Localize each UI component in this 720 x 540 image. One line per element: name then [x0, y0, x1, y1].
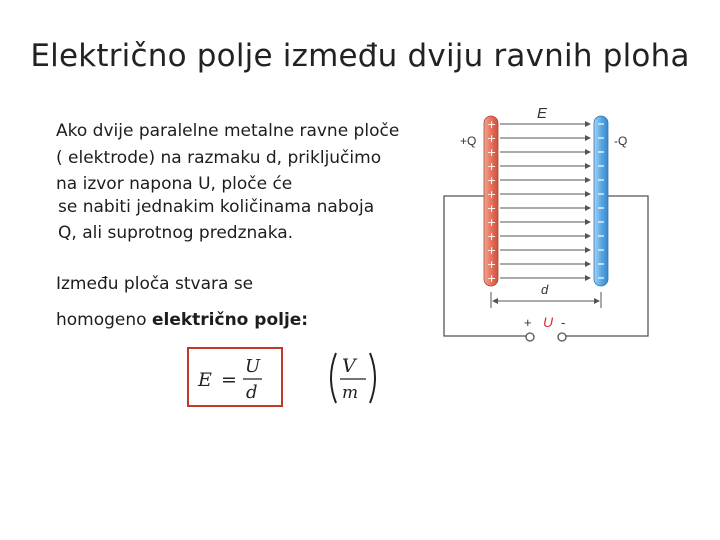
plus-plate-label: +Q — [460, 134, 477, 148]
distance-label: d — [541, 282, 549, 297]
field-definition-bold: električno polje: — [151, 310, 309, 330]
svg-text:+: + — [487, 244, 497, 257]
terminal-minus-label: - — [561, 315, 566, 330]
svg-text:+: + — [487, 258, 497, 271]
terminal-negative — [558, 333, 566, 341]
field-definition-prefix: homogeno — [56, 310, 152, 330]
unit-numerator: V — [342, 355, 356, 377]
svg-text:+: + — [487, 174, 497, 187]
svg-text:+: + — [487, 188, 497, 201]
svg-text:+: + — [487, 216, 497, 229]
slide-title: Električno polje između dviju ravnih ploha — [30, 38, 690, 74]
formula-denominator: d — [246, 382, 258, 403]
negative-plate — [594, 116, 608, 286]
svg-text:+: + — [487, 230, 497, 243]
unit-right-paren — [370, 353, 375, 403]
description-line-2: ( elektrode) na razmaku d, priključimo — [56, 148, 382, 168]
capacitor-diagram — [440, 100, 660, 350]
svg-text:+: + — [487, 132, 497, 145]
svg-text:+: + — [487, 160, 497, 173]
formula-e-equals-u-over-d — [190, 350, 282, 406]
field-label: E — [537, 105, 548, 122]
formula-equals: = — [221, 369, 237, 391]
unit-left-paren — [331, 353, 336, 403]
terminal-plus-label: + — [524, 315, 532, 330]
terminal-positive — [526, 333, 534, 341]
description-line-1: Ako dvije paralelne metalne ravne ploče — [56, 121, 400, 141]
field-intro-text: Između ploča stvara se — [56, 274, 254, 294]
formula-unit-volts-per-meter — [324, 348, 384, 408]
description-line-3: na izvor napona U, ploče će — [56, 174, 293, 194]
field-lines — [500, 124, 590, 278]
unit-denominator: m — [342, 383, 359, 403]
svg-text:+: + — [487, 202, 497, 215]
minus-plate-label: -Q — [614, 134, 628, 148]
plate-plus-signs — [487, 118, 496, 285]
svg-text:+: + — [487, 272, 497, 285]
svg-text:+: + — [487, 118, 497, 131]
field-definition-text — [56, 309, 308, 331]
formula-lhs: E — [198, 369, 212, 391]
voltage-label: U — [543, 314, 554, 330]
svg-text:+: + — [487, 146, 497, 159]
description-line-4: se nabiti jednakim količinama naboja — [58, 197, 375, 217]
formula-numerator: U — [245, 356, 261, 377]
description-line-5: Q, ali suprotnog predznaka. — [58, 223, 294, 243]
